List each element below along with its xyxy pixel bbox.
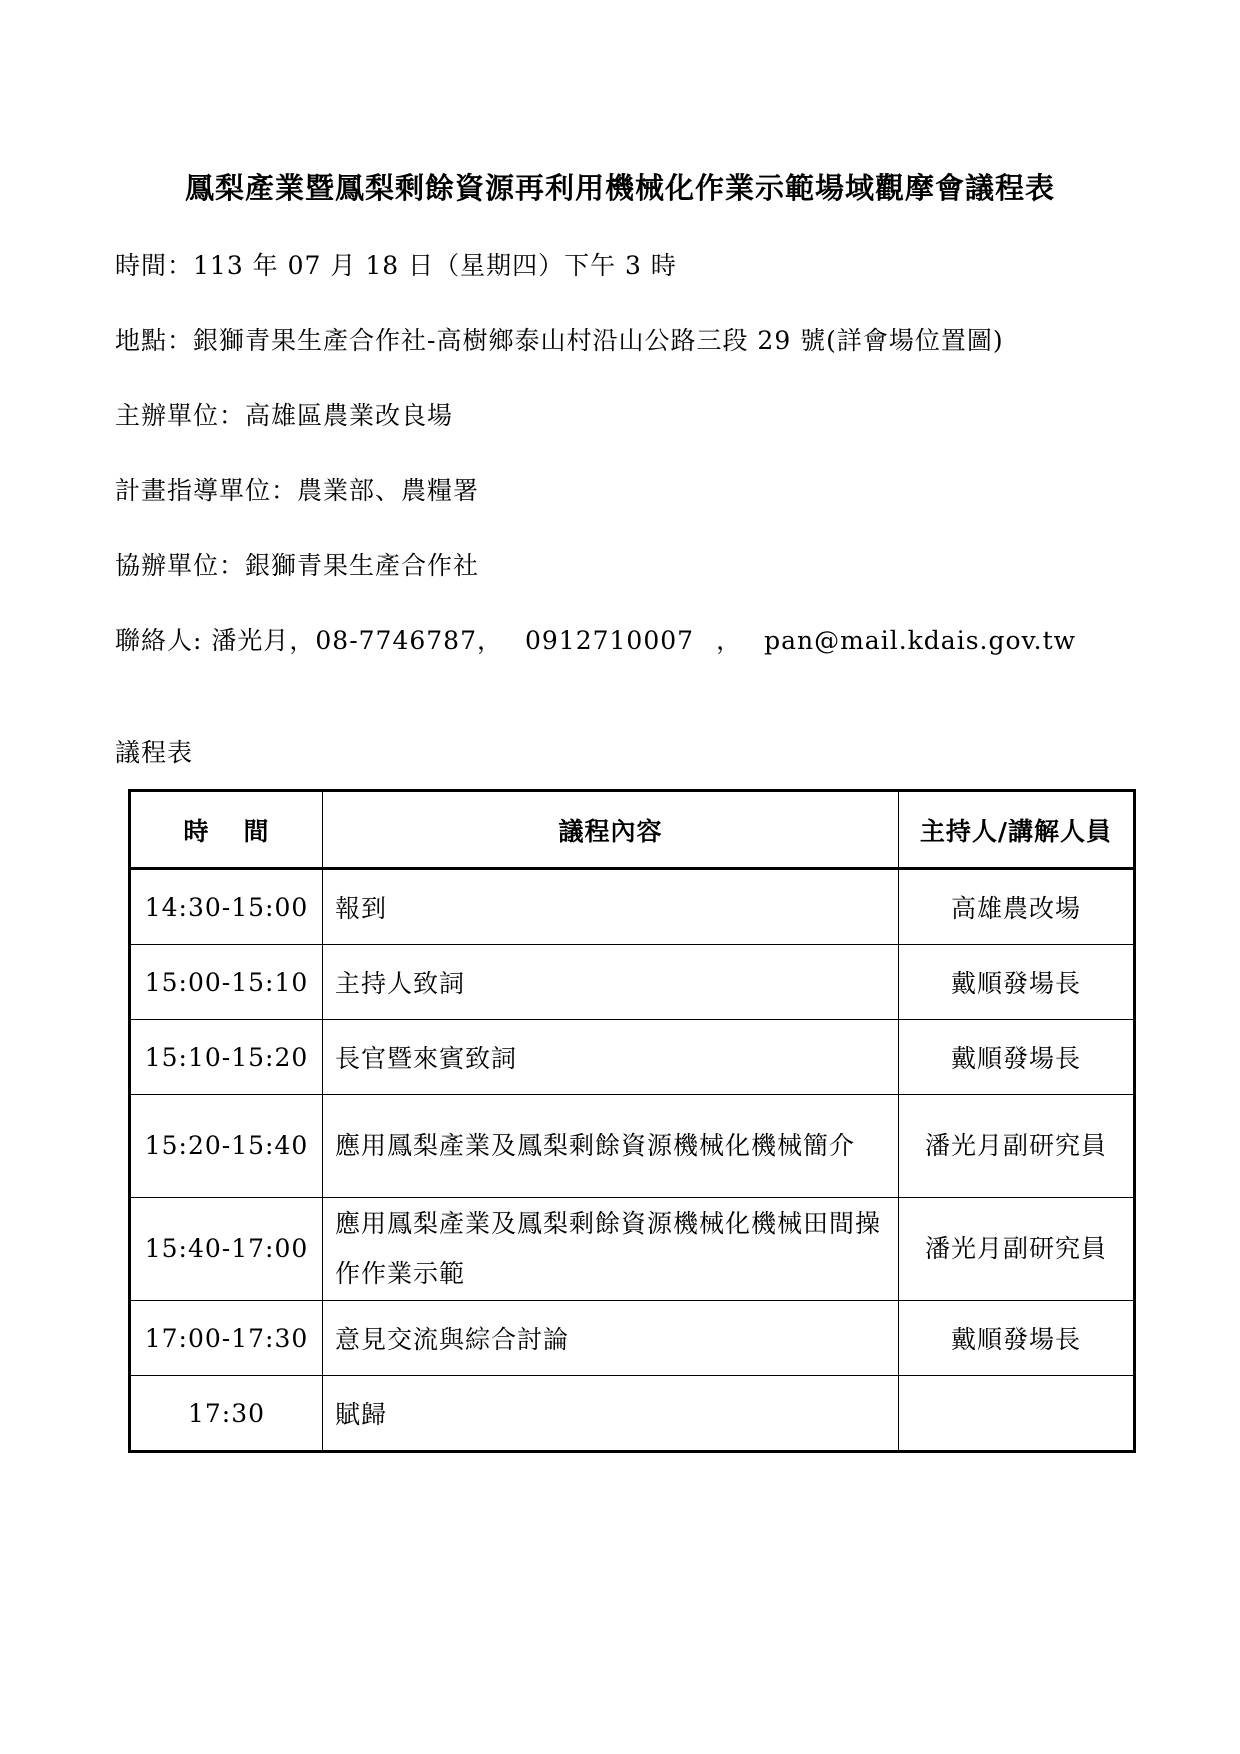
table-row — [130, 945, 1135, 1020]
info-time — [115, 246, 677, 282]
row-time: 15:00-15:10 — [130, 945, 323, 1020]
info-co-organizer — [115, 546, 479, 582]
contact-name-phone: 潘光月，08-7746787， — [211, 626, 503, 655]
info-place — [115, 321, 1004, 357]
contact-label: 聯絡人: — [115, 626, 203, 655]
row-time: 15:40-17:00 — [130, 1198, 323, 1301]
contact-mobile: 0912710007 — [525, 626, 695, 655]
header-host: 主持人/講解人員 — [899, 791, 1135, 869]
row-host: 戴順發場長 — [899, 945, 1135, 1020]
row-content: 意見交流與綜合討論 — [323, 1301, 899, 1376]
co-organizer-label: 協辦單位： — [115, 551, 246, 580]
co-organizer-value: 銀獅青果生產合作社 — [245, 551, 480, 580]
info-guidance — [115, 471, 479, 507]
row-host: 潘光月副研究員 — [899, 1198, 1135, 1301]
row-time: 15:10-15:20 — [130, 1020, 323, 1095]
row-content: 賦歸 — [323, 1376, 899, 1452]
row-time: 14:30-15:00 — [130, 869, 323, 945]
document-title: 鳳梨產業暨鳳梨剩餘資源再利用機械化作業示範場域觀摩會議程表 — [184, 171, 1055, 205]
organizer-value: 高雄區農業改良場 — [245, 401, 454, 430]
table-row — [130, 1376, 1135, 1452]
agenda-label: 議程表 — [115, 738, 194, 767]
table-row — [130, 1095, 1135, 1198]
row-host: 潘光月副研究員 — [899, 1095, 1135, 1198]
row-host: 戴順發場長 — [899, 1301, 1135, 1376]
row-content: 應用鳳梨產業及鳳梨剩餘資源機械化機械田間操作作業示範 — [323, 1198, 899, 1301]
table-row — [130, 1301, 1135, 1376]
organizer-label: 主辦單位： — [115, 401, 246, 430]
agenda-table — [128, 789, 1136, 1453]
info-organizer — [115, 396, 453, 432]
row-content: 應用鳳梨產業及鳳梨剩餘資源機械化機械簡介 — [323, 1095, 899, 1198]
time-value: 113 年 07 月 18 日（星期四）下午 3 時 — [193, 251, 677, 280]
row-time: 15:20-15:40 — [130, 1095, 323, 1198]
header-time-char-2: 間 — [243, 816, 270, 846]
contact-separator: ， — [716, 626, 743, 655]
place-value: 銀獅青果生產合作社-高樹鄉泰山村沿山公路三段 29 號(詳會場位置圖) — [193, 326, 1004, 355]
row-host: 高雄農改場 — [899, 869, 1135, 945]
row-time: 17:30 — [130, 1376, 323, 1452]
contact-email: pan@mail.kdais.gov.tw — [764, 626, 1077, 655]
row-host — [899, 1376, 1135, 1452]
guidance-label: 計畫指導單位： — [115, 476, 298, 505]
header-time-char-1: 時 — [183, 816, 210, 846]
header-time — [130, 791, 323, 869]
table-row — [130, 1198, 1135, 1301]
row-time: 17:00-17:30 — [130, 1301, 323, 1376]
row-content: 主持人致詞 — [323, 945, 899, 1020]
row-content: 報到 — [323, 869, 899, 945]
place-label: 地點： — [115, 326, 194, 355]
table-row — [130, 869, 1135, 945]
guidance-value: 農業部、農糧署 — [297, 476, 480, 505]
info-contact — [115, 621, 1076, 657]
table-row — [130, 1020, 1135, 1095]
row-host: 戴順發場長 — [899, 1020, 1135, 1095]
header-content: 議程內容 — [323, 791, 899, 869]
row-content: 長官暨來賓致詞 — [323, 1020, 899, 1095]
agenda-header-row — [130, 791, 1135, 869]
time-label: 時間： — [115, 251, 194, 280]
